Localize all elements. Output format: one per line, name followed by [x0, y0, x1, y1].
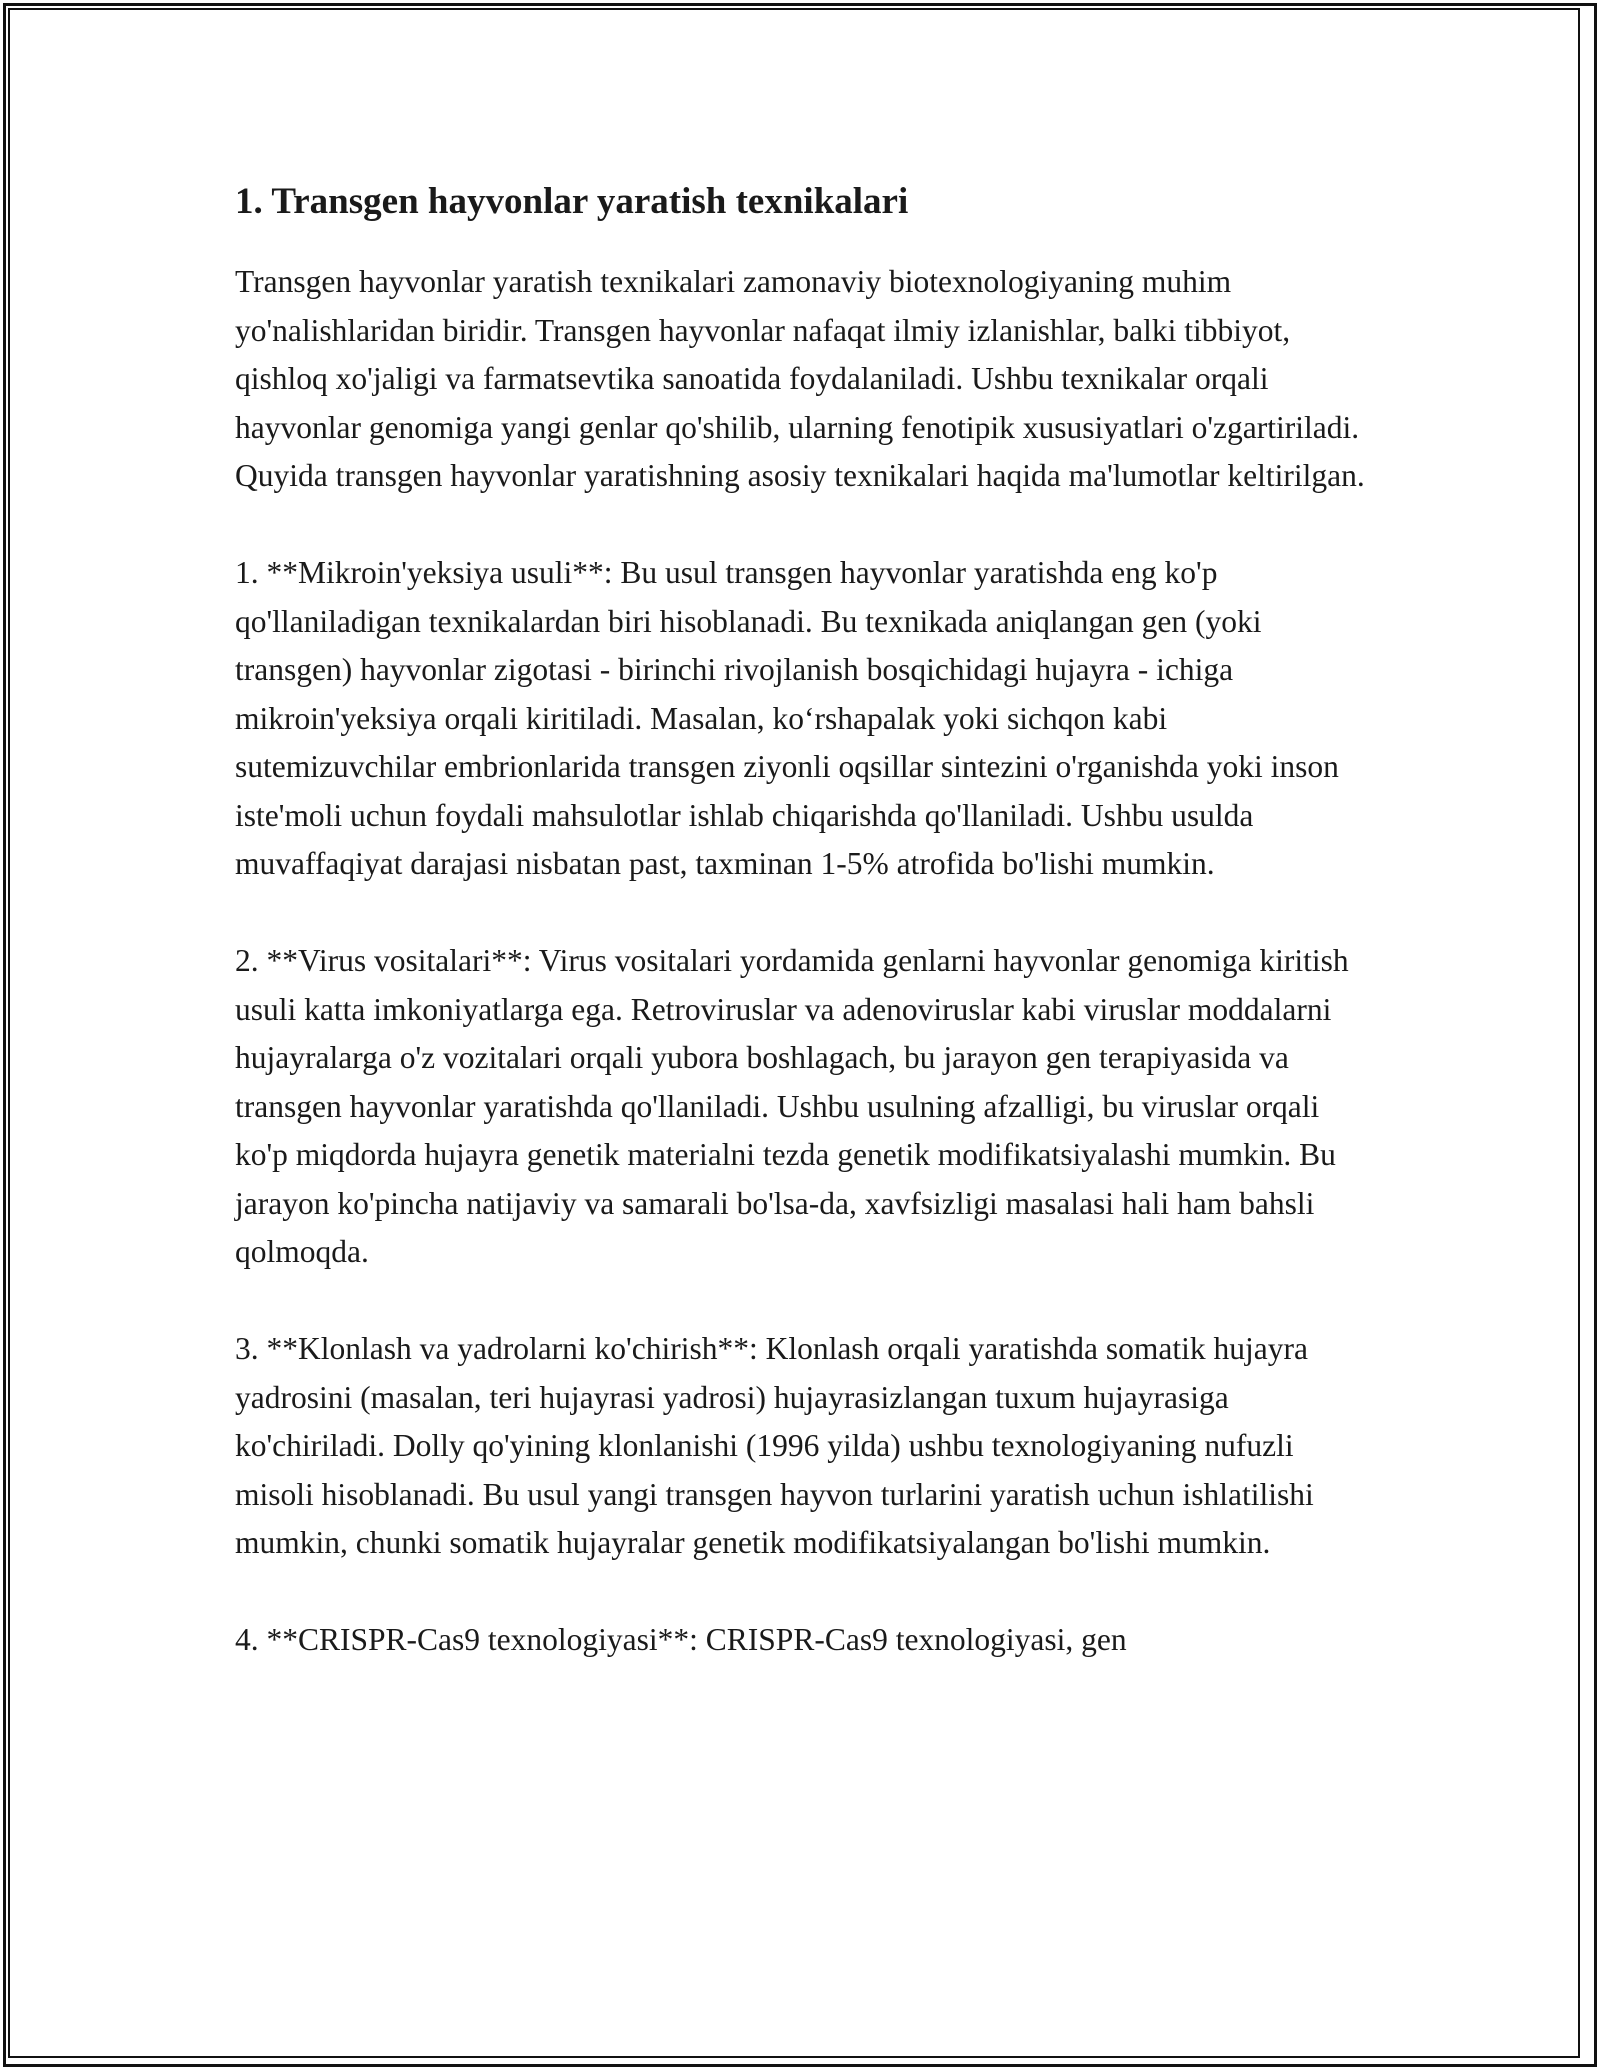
paragraph-virus-vectors: 2. **Virus vositalari**: Virus vositalari yordamida genlarni hayvonlar genomiga kiritish usuli katta imkoniyatlarga ega. Retroviruslar va adenoviruslar kabi viruslar moddalarni hujayralarga o'z vozitalari orqali yubora boshlagach, bu jarayon gen terapiyasida va transgen hayvonlar yaratishda qo'llaniladi. Ushbu usulning afzalligi, bu viruslar orqali ko'p miqdorda hujayra genetik materialni tezda genetik modifikatsiyalashi mumkin. Bu jarayon ko'pincha natijaviy va samarali bo'lsa-da, xavfsizligi masalasi hali ham bahsli qolmoqda. — [235, 943, 1349, 1270]
paragraph-microinjection: 1. **Mikroin'yeksiya usuli**: Bu usul transgen hayvonlar yaratishda eng ko'p qo'llaniladigan texnikalardan biri hisoblanadi. Bu texnikada aniqlangan gen (yoki transgen) hayvonlar zigotasi - birinchi rivojlanish bosqichidagi hujayra - ichiga mikroin'yeksiya orqali kiritiladi. Masalan, ko‘rshapalak yoki sichqon kabi sutemizuvchilar embrionlarida transgen ziyonli oqsillar sintezini o'rganishda yoki inson iste'moli uchun foydali mahsulotlar ishlab chiqarishda qo'llaniladi. Ushbu usulda muvaffaqiyat darajasi nisbatan past, taxminan 1-5% atrofida bo'lishi mumkin. — [235, 555, 1339, 882]
document-title: 1. Transgen hayvonlar yaratish texnikalari — [235, 181, 909, 222]
document-body — [235, 180, 1375, 1713]
paragraph-crispr: 4. **CRISPR-Cas9 texnologiyasi**: CRISPR-Cas9 texnologiyasi, gen — [235, 1622, 1127, 1658]
intro-paragraph: Transgen hayvonlar yaratish texnikalari zamonaviy biotexnologiyaning muhim yo'nalishlaridan biridir. Transgen hayvonlar nafaqat ilmiy izlanishlar, balki tibbiyot, qishloq xo'jaligi va farmatsevtika sanoatida foydalaniladi. Ushbu texnikalar orqali hayvonlar genomiga yangi genlar qo'shilib, ularning fenotipik xususiyatlari o'zgartiriladi. Quyida transgen hayvonlar yaratishning asosiy texnikalari haqida ma'lumotlar keltirilgan. — [235, 264, 1365, 494]
paragraph-cloning: 3. **Klonlash va yadrolarni ko'chirish**: Klonlash orqali yaratishda somatik hujayra yadrosini (masalan, teri hujayrasi yadrosi) hujayrasizlangan tuxum hujayrasiga ko'chiriladi. Dolly qo'yining klonlanishi (1996 yilda) ushbu texnologiyaning nufuzli misoli hisoblanadi. Bu usul yangi transgen hayvon turlarini yaratish uchun ishlatilishi mumkin, chunki somatik hujayralar genetik modifikatsiyalangan bo'lishi mumkin. — [235, 1331, 1314, 1561]
